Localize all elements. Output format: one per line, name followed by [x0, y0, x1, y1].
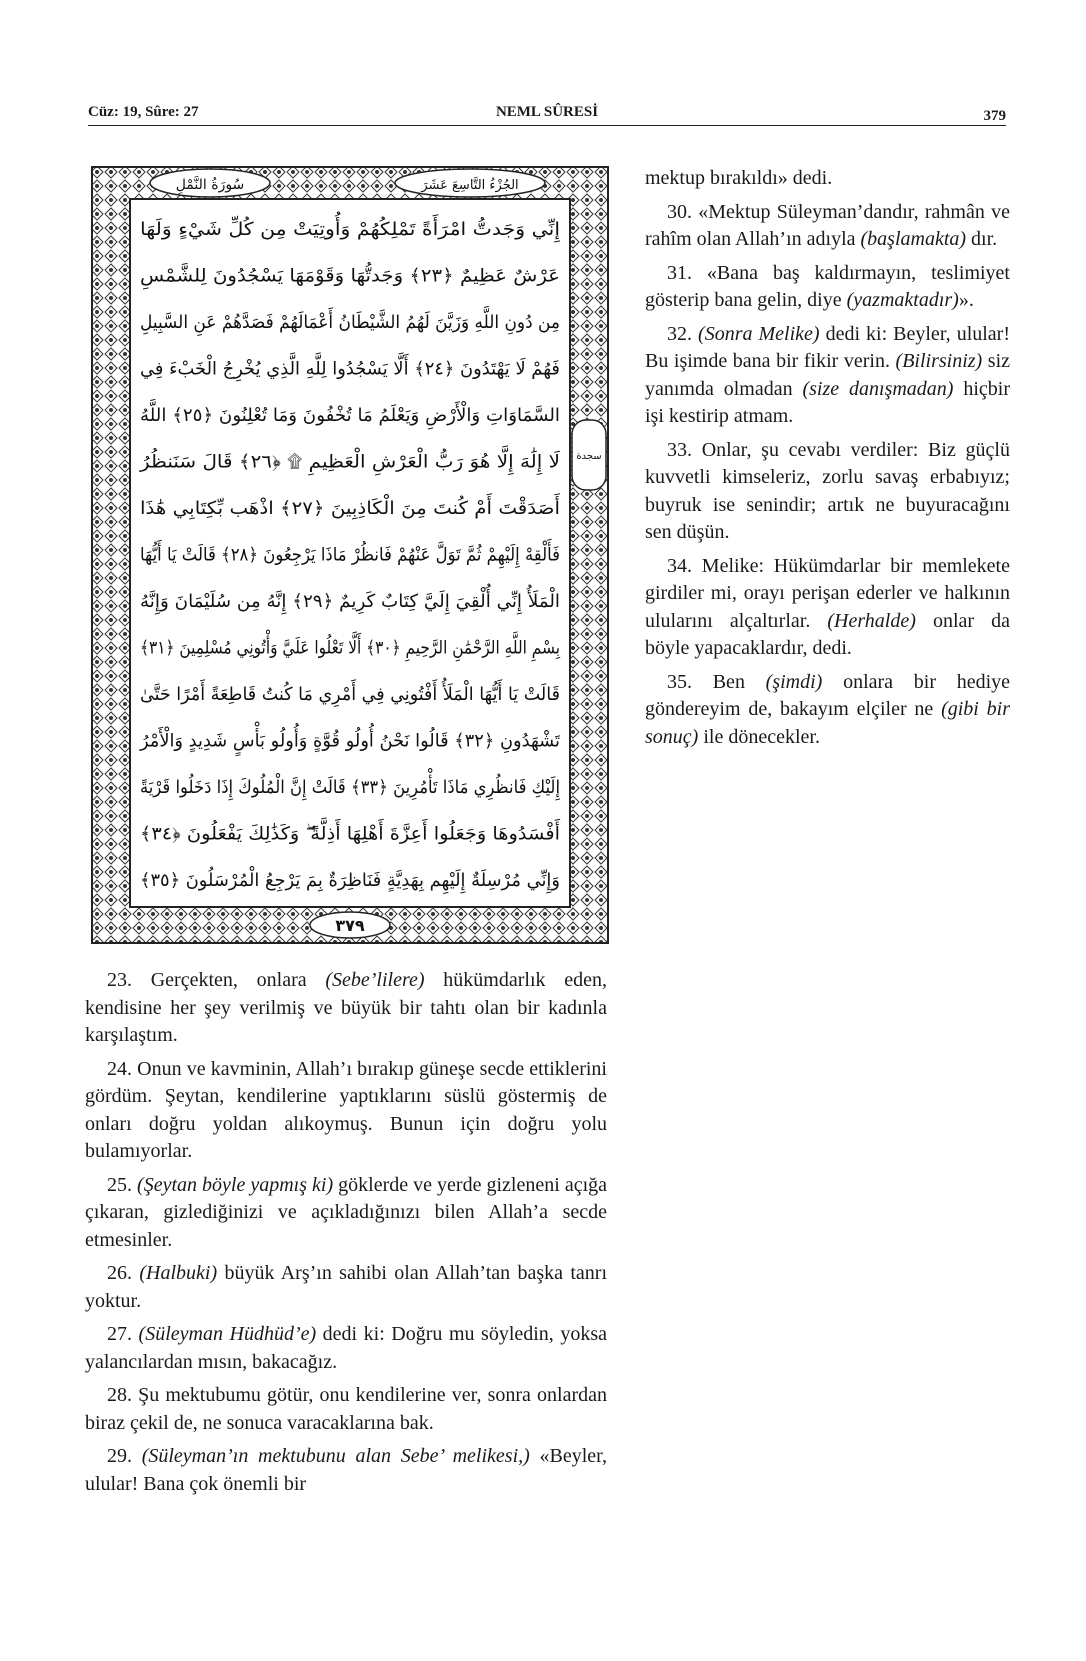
- surah-title: NEML SÛRESİ: [495, 104, 599, 120]
- verse-text: Ben: [692, 670, 766, 693]
- verse-text: ».: [958, 289, 974, 311]
- verse-number: 33.: [667, 438, 692, 461]
- italic-gloss: (size danışmadan): [802, 377, 954, 400]
- verse-number: 26.: [107, 1262, 132, 1284]
- verse-number: 35.: [667, 670, 692, 693]
- arabic-line: عَرْشٌ عَظِيمٌ ﴿٢٣﴾ وَجَدتُّهَا وَقَوْمَهَا يَسْجُدُونَ لِلشَّمْسِ: [140, 265, 550, 287]
- arabic-line: تَشْهَدُونِ ﴿٣٢﴾ قَالُوا نَحْنُ أُولُو قُوَّةٍ وَأُولُو بَأْسٍ شَدِيدٍ وَالْأَمْرُ: [139, 730, 561, 752]
- arabic-line: بِسْمِ اللَّهِ الرَّحْمَٰنِ الرَّحِيمِ ﴿٣٠﴾ أَلَّا تَعْلُوا عَلَيَّ وَأْتُونِي مُسْلِمِينَ ﴿٣١﴾: [139, 637, 589, 659]
- arabic-line: إِلَيْكِ فَانظُرِي مَاذَا تَأْمُرِينَ ﴿٣٣﴾ قَالَتْ إِنَّ الْمُلُوكَ إِذَا دَخَلُوا قَرْيَةً: [140, 777, 578, 798]
- arabic-line: لَا إِلَٰهَ إِلَّا هُوَ رَبُّ الْعَرْشِ الْعَظِيمِ ۩ ﴿٢٦﴾ قَالَ سَنَنظُرُ: [140, 451, 532, 473]
- italic-gloss: (Halbuki): [139, 1262, 218, 1284]
- surah-label: سُورَةُ النَّمْلِ: [175, 177, 245, 193]
- italic-gloss: (şimdi): [765, 670, 823, 693]
- verse-text: [132, 1445, 142, 1467]
- page-number: 379: [983, 108, 1006, 124]
- verse-text: Şu mektubumu götür, onu kendilerine ver, sonra onlardan biraz çekil de, ne sonuca varacaklarına bak.: [85, 1384, 607, 1434]
- verse-text: büyük Arş’ın sahibi olan Allah’tan başka tanrı yoktur.: [85, 1262, 608, 1312]
- verse-text: Gerçekten, onlara: [132, 969, 326, 991]
- arabic-line: فَأَلْقِهْ إِلَيْهِمْ ثُمَّ تَوَلَّ عَنْهُمْ فَانظُرْ مَاذَا يَرْجِعُونَ ﴿٢٨﴾ قَالَتْ يَا أَيُّهَا: [140, 544, 590, 566]
- italic-gloss: (Sebe’lilere): [325, 969, 425, 991]
- translation-verse: [85, 967, 607, 1050]
- verse-text: dedi ki: Doğru mu söyledin, yoksa yalancılardan mısın, bakacağız.: [85, 1323, 608, 1373]
- verse-text: «Bana baş kaldırmayın, teslimiyet gösterip bana gelin, diye: [645, 261, 1010, 311]
- verse-text: onlar da böyle yapacaklardır, dedi.: [645, 609, 1010, 659]
- verse-text: ile dönecekler.: [698, 725, 820, 748]
- italic-gloss: (Sonra Melike): [698, 322, 820, 345]
- verse-number: 32.: [667, 322, 692, 345]
- translation-verse: [645, 669, 1010, 752]
- verse-text: dedi ki: Beyler, ulular! Bu işimde bana bir fikir verin.: [645, 322, 1011, 372]
- juz-surah-label: Cüz: 19, Sûre: 27: [88, 104, 199, 120]
- translation-verse: [645, 165, 1010, 193]
- verse-text: hükümdarlık eden, kendisine her şey verilmiş ve büyük bir tahtı olan bir kadınla karşılaştım.: [85, 969, 607, 1046]
- arabic-line: أَصَدَقْتَ أَمْ كُنتَ مِنَ الْكَاذِبِينَ ﴿٢٧﴾ اذْهَب بِّكِتَابِي هَٰذَا: [140, 498, 538, 519]
- translation-verse: [85, 1056, 607, 1166]
- verse-text: siz yanımda olmadan: [645, 350, 1010, 400]
- translation-verse: [85, 1321, 607, 1376]
- italic-gloss: (Süleyman’ın mektubunu alan Sebe’ melikesi,): [141, 1445, 530, 1467]
- translation-verse: [645, 321, 1010, 431]
- translation-verse: [85, 1382, 607, 1437]
- verse-number: 24.: [107, 1057, 132, 1080]
- italic-gloss: (yazmaktadır): [846, 289, 959, 311]
- verse-number: 27.: [107, 1323, 132, 1345]
- verse-text: Onlar, şu cevabı verdiler: Biz güçlü kuvvetli kimseleriz, zorlu savaş erbabıyız; buyruk ise senindir; artık ne buyuracağını sen düşün.: [645, 438, 1010, 543]
- translation-right-column: [645, 165, 1010, 757]
- italic-gloss: (başlamakta): [860, 228, 967, 250]
- verse-number: 23.: [107, 969, 132, 991]
- arabic-line: قَالَتْ يَا أَيُّهَا الْمَلَأُ أَفْتُونِي فِي أَمْرِي مَا كُنتُ قَاطِعَةً أَمْرًا حَتَّىٰ: [140, 684, 572, 705]
- verse-text: onlara bir hediye göndereyim de, bakayım elçiler ne: [645, 670, 1011, 720]
- italic-gloss: (gibi bir sonuç): [645, 698, 1011, 748]
- verse-number: 28.: [107, 1384, 132, 1406]
- translation-verse: [645, 553, 1010, 663]
- juz-label: الجُزْءُ التَّاسِعَ عَشَرَ: [421, 178, 519, 193]
- arabic-line: السَّمَاوَاتِ وَالْأَرْضِ وَيَعْلَمُ مَا تُخْفُونَ وَمَا تُعْلِنُونَ ﴿٢٥﴾ اللَّهُ: [140, 405, 556, 426]
- verse-text: «Mektup Süleyman’dandır, rahmân ve rahîm olan Allah’ın adıyla: [645, 200, 1010, 250]
- arabic-line: الْمَلَأُ إِنِّي أُلْقِيَ إِلَيَّ كِتَابٌ كَرِيمٌ ﴿٢٩﴾ إِنَّهُ مِن سُلَيْمَانَ وَإِنَّهُ: [140, 591, 557, 612]
- verse-text: göklerde ve yerde gizleneni açığa çıkaran, gizlediğinizi ve açıkladığınızı bilen Allah’a secde etmesinler.: [85, 1173, 608, 1251]
- sajda-label: سجدة: [576, 451, 602, 462]
- translation-bottom-column: [85, 967, 607, 1504]
- verse-number: 34.: [667, 554, 692, 577]
- arabic-line: إِنِّي وَجَدتُّ امْرَأَةً تَمْلِكُهُمْ وَأُوتِيَتْ مِن كُلِّ شَيْءٍ وَلَهَا: [140, 219, 511, 240]
- verse-text: Melike: Hükümdarlar bir memlekete girdiler mi, orayı perişan ederler ve halkının ulularını alçaltırlar.: [645, 554, 1010, 632]
- translation-verse: [645, 437, 1010, 547]
- verse-number: 25.: [107, 1173, 132, 1196]
- header-rule: [88, 125, 1006, 126]
- verse-text: hiçbir işi kestirip atmam.: [645, 377, 1010, 427]
- arabic-line: وَإِنِّي مُرْسِلَةٌ إِلَيْهِم بِهَدِيَّةٍ فَنَاظِرَةٌ بِمَ يَرْجِعُ الْمُرْسَلُونَ ﴿٣٥﴾: [140, 870, 564, 891]
- translation-verse: [85, 1443, 607, 1498]
- translation-verse: [85, 1260, 607, 1315]
- verse-text: «Beyler, ulular! Bana çok önemli bir: [85, 1445, 608, 1495]
- verse-text: mektup bırakıldı» dedi.: [645, 167, 833, 189]
- arabic-line: أَفْسَدُوهَا وَجَعَلُوا أَعِزَّةَ أَهْلِهَا أَذِلَّةً ۖ وَكَذَٰلِكَ يَفْعَلُونَ ﴿٣٤﴾: [140, 823, 533, 845]
- verse-number: 31.: [667, 261, 692, 284]
- italic-gloss: (Süleyman Hüdhüd’e): [138, 1323, 317, 1345]
- arabic-line: مِن دُونِ اللَّهِ وَزَيَّنَ لَهُمُ الشَّيْطَانُ أَعْمَالَهُمْ فَصَدَّهُمْ عَنِ السَّبِيلِ: [140, 312, 587, 333]
- verse-text: dır.: [966, 228, 998, 250]
- translation-verse: [85, 1172, 607, 1255]
- mushaf-page: [90, 165, 610, 945]
- verse-number: 29.: [107, 1445, 132, 1467]
- translation-verse: [645, 199, 1010, 254]
- arabic-line: فَهُمْ لَا يَهْتَدُونَ ﴿٢٤﴾ أَلَّا يَسْجُدُوا لِلَّهِ الَّذِي يُخْرِجُ الْخَبْءَ فِي: [139, 358, 561, 380]
- verse-text: Onun ve kavminin, Allah’ı bırakıp güneşe secde ettiklerini gördüm. Şeytan, kendilerine yaptıklarını süslü göstermiş de onları doğru yoldan alıkoymuş. Bunun için doğru yolu bulamıyorlar.: [85, 1057, 607, 1162]
- italic-gloss: (Herhalde): [827, 609, 916, 632]
- italic-gloss: (Bilirsiniz): [895, 350, 983, 372]
- arabic-page-number: ٣٧٩: [335, 916, 365, 935]
- verse-number: 30.: [667, 200, 692, 223]
- italic-gloss: (Şeytan böyle yapmış ki): [137, 1173, 334, 1196]
- translation-verse: [645, 260, 1010, 315]
